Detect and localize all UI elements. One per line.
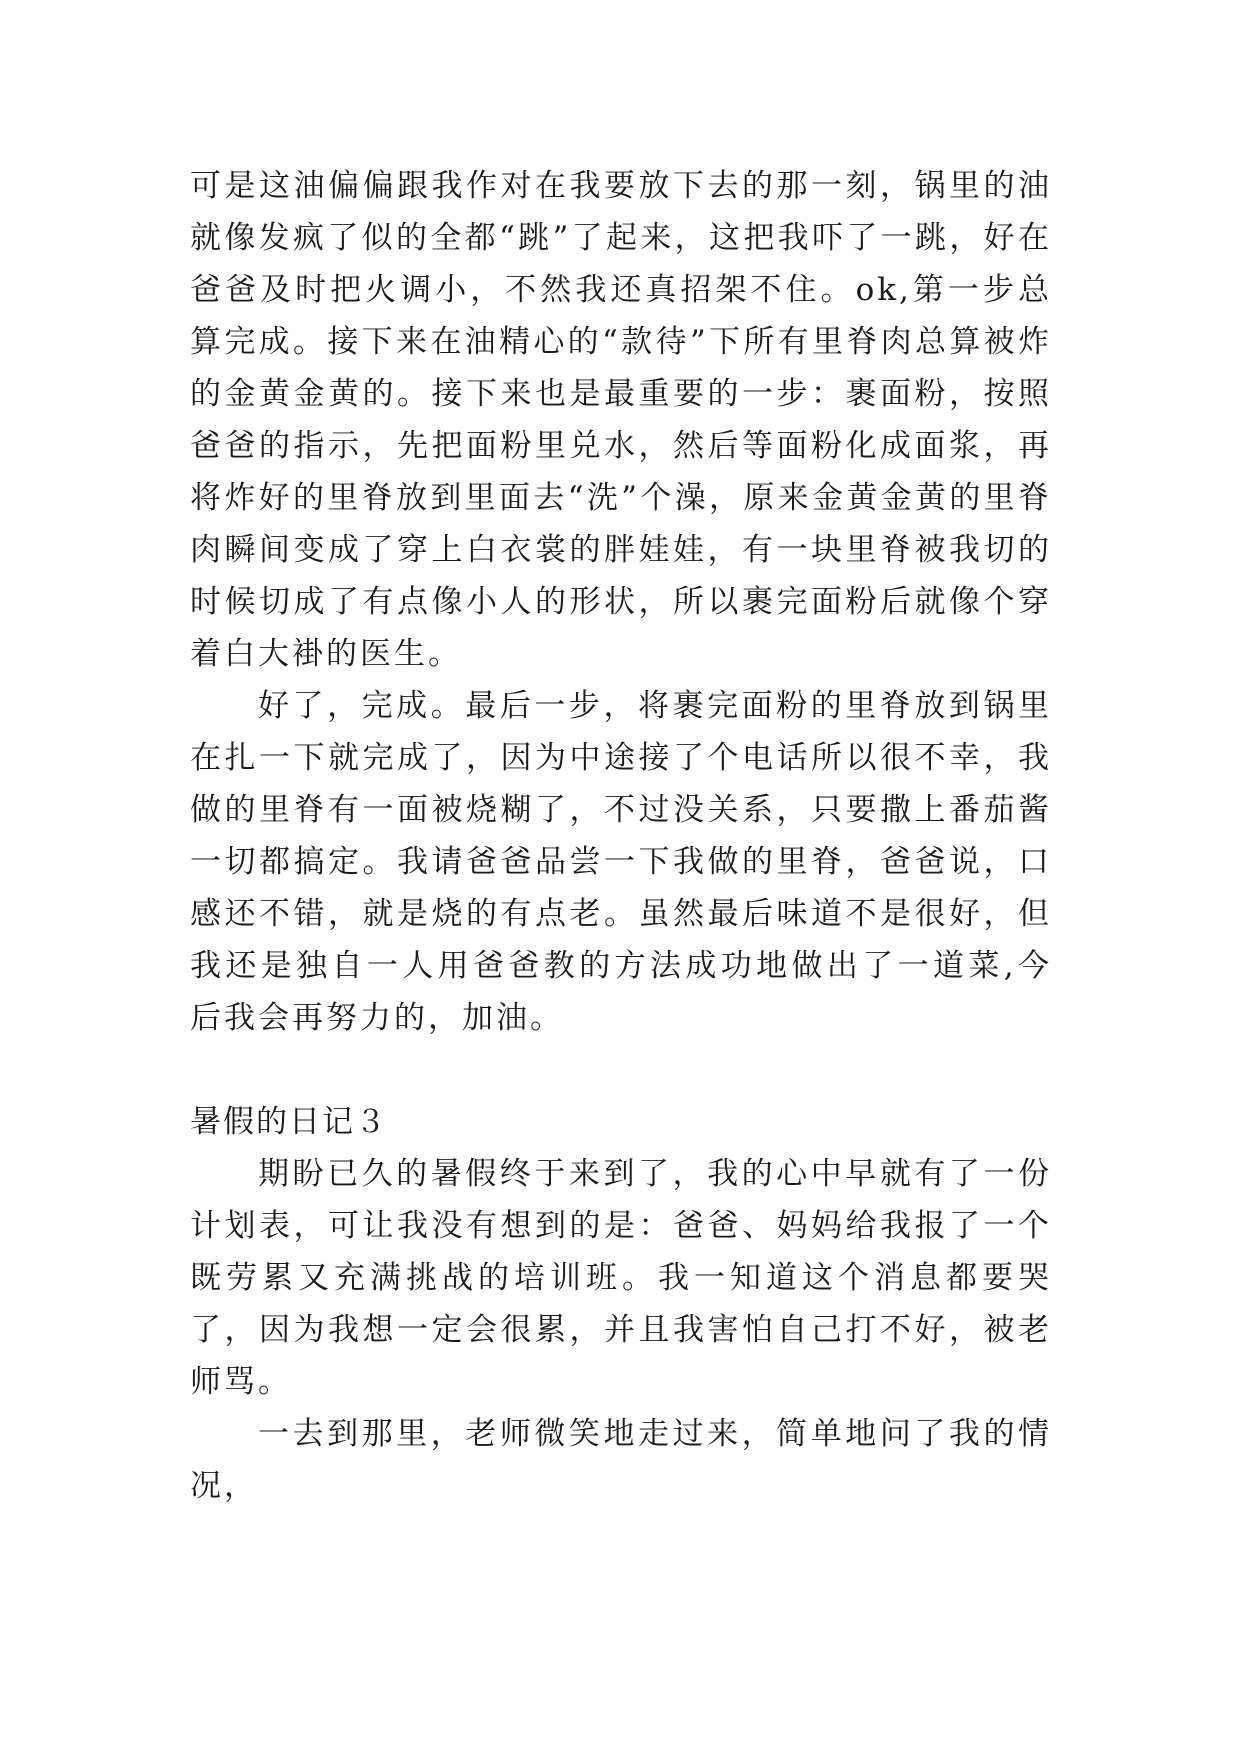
section-title: 暑假的日记３	[190, 1104, 388, 1140]
body-paragraph: 好了，完成。最后一步，将裹完面粉的里脊放到锅里在扎一下就完成了，因为中途接了个电话所以很不幸，我做的里脊有一面被烧糊了，不过没关系，只要撒上番茄酱一切都搞定。我请爸爸品尝一下我做的里脊，爸爸说，口感还不错，就是烧的有点老。虽然最后味道不是很好，但我还是独自一人用爸爸教的方法成功地做出了一道菜,今后我会再努力的，加油。	[190, 688, 1052, 1036]
body-paragraph: 期盼已久的暑假终于来到了，我的心中早就有了一份计划表，可让我没有想到的是：爸爸、妈妈给我报了一个既劳累又充满挑战的培训班。我一知道这个消息都要哭了，因为我想一定会很累，并且我害怕自己打不好，被老师骂。	[190, 1156, 1052, 1400]
body-paragraph: 可是这油偏偏跟我作对在我要放下去的那一刻，锅里的油就像发疯了似的全都“跳”了起来，这把我吓了一跳，好在爸爸及时把火调小，不然我还真招架不住。ok,第一步总算完成。接下来在油精心的“款待”下所有里脊肉总算被炸的金黄金黄的。接下来也是最重要的一步：裹面粉，按照爸爸的指示，先把面粉里兑水，然后等面粉化成面浆，再将炸好的里脊放到里面去“洗”个澡，原来金黄金黄的里脊肉瞬间变成了穿上白衣裳的胖娃娃，有一块里脊被我切的时候切成了有点像小人的形状，所以裹完面粉后就像个穿着白大褂的医生。	[190, 168, 1052, 672]
document-page	[190, 160, 1052, 1512]
body-paragraph: 一去到那里，老师微笑地走过来，简单地问了我的情况，	[190, 1416, 1052, 1504]
